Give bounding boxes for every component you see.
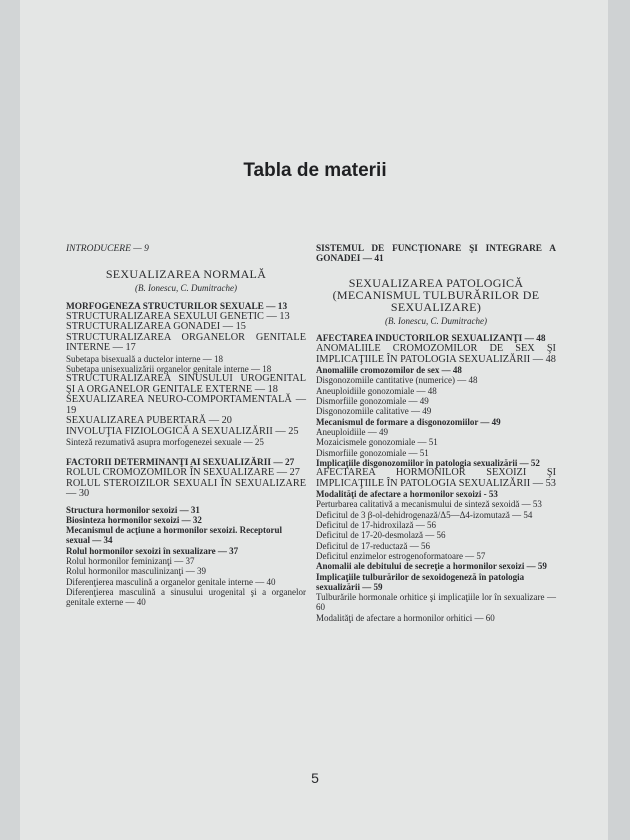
toc-entry: Diferenţierea masculină a sinusului urogenital şi a organelor genitale externe — 40 [66, 586, 306, 608]
toc-entry: STRUCTURALIZAREA SINUSULUI UROGENITAL ŞI A ORGANELOR GENITALE EXTERNE — 18 [66, 373, 306, 395]
toc-entry: STRUCTURALIZAREA SEXULUI GENETIC — 13 [66, 310, 290, 322]
section-title: SEXUALIZAREA NORMALĂ [105, 267, 267, 282]
toc-entry: Diferenţierea masculină a organelor genitale interne — 40 [66, 576, 276, 587]
toc-entry: ANOMALIILE CROMOZOMILOR DE SEX ŞI IMPLICAŢIILE ÎN PATOLOGIA SEXUALIZĂRII — 48 [316, 343, 556, 365]
top-entry: SISTEMUL DE FUNCŢIONARE ŞI INTEGRARE A GONADEI — 41 [316, 244, 556, 265]
toc-entry: Deficitul de 17-20-desmolază — 56 [316, 530, 446, 541]
toc-entry: Anomaliile cromozomilor de sex — 48 [316, 365, 462, 376]
toc-entry: Disgonozomiile calitative — 49 [316, 406, 432, 417]
toc-entry: Dismorfiile gonozomiale — 49 [316, 396, 429, 407]
toc-entry: Biosinteza hormonilor sexoizi — 32 [66, 514, 202, 525]
toc-entry: Rolul hormonilor masculinizanţi — 39 [66, 566, 206, 577]
toc-entry: Modalităţi de afectare a hormonilor orhitici — 60 [316, 612, 495, 623]
toc-entry: Modalităţi de afectare a hormonilor sexoizi - 53 [316, 489, 498, 500]
toc-entry: Anomalii ale debitului de secreţie a hormonilor sexoizi — 59 [316, 561, 547, 572]
toc-entry: AFECTAREA INDUCTORILOR SEXUALIZANŢI — 48 [316, 333, 546, 344]
section-authors: (B. Ionescu, C. Dumitrache) [135, 283, 237, 294]
right-column [316, 244, 556, 623]
toc-entry: Deficitul de 3 β-ol-dehidrogenază/Δ5—Δ4-izomutază — 54 [316, 509, 533, 520]
left-column [66, 244, 306, 608]
section-authors: (B. Ionescu, C. Dumitrache) [385, 315, 487, 326]
toc-entry: ROLUL CROMOZOMILOR ÎN SEXUALIZARE — 27 [66, 467, 300, 479]
toc-entry: FACTORII DETERMINANŢI AI SEXUALIZĂRII — 27 [66, 457, 295, 468]
toc-entry: Rolul hormonilor feminizanţi — 37 [66, 556, 195, 567]
toc-entry: Deficitul enzimelor estrogenoformatoare — 57 [316, 550, 486, 561]
toc-entry: INVOLUŢIA FIZIOLOGICĂ A SEXUALIZĂRII — 25 [66, 425, 299, 437]
left-entries [66, 302, 306, 608]
toc-entry: AFECTAREA HORMONILOR SEXOIZI ŞI IMPLICAŢIILE ÎN PATOLOGIA SEXUALIZĂRII — 53 [316, 467, 556, 489]
toc-entry: SEXUALIZAREA NEURO-COMPORTAMENTALĂ — 19 [66, 394, 306, 416]
toc-entry: Deficitul de 17-reductază — 56 [316, 540, 430, 551]
page-edge [608, 0, 630, 840]
toc-entry: Rolul hormonilor sexoizi în sexualizare — 37 [66, 545, 239, 556]
spacer [66, 448, 306, 458]
toc-entry: STRUCTURALIZAREA ORGANELOR GENITALE INTERNE — 17 [66, 331, 306, 354]
right-entries [316, 334, 556, 623]
page-title: Tabla de materii [243, 160, 387, 181]
toc-entry: Implicaţiile tulburărilor de sexoidogeneză în patologia sexualizării — 59 [316, 571, 525, 592]
intro-entry: INTRODUCERE — 9 [66, 244, 149, 254]
toc-entry: Structura hormonilor sexoizi — 31 [66, 504, 200, 515]
toc-entry: Dismorfiile gonozomiale — 51 [316, 447, 429, 458]
toc-entry: Disgonozomiile cantitative (numerice) — 48 [316, 375, 478, 386]
toc-entry: Deficitul de 17-hidroxilază — 56 [316, 520, 436, 531]
toc-entry: Mecanismul de acţiune a hormonilor sexoizi. Receptorul sexual — 34 [66, 525, 283, 546]
toc-entry: Tulburările hormonale orhitice şi implicaţiile lor în sexualizare — 60 [316, 592, 556, 613]
toc-entry: ROLUL STEROIZILOR SEXUALI ÎN SEXUALIZARE — 30 [66, 477, 306, 500]
toc-entry: Aneuploidiile gonozomiale — 48 [316, 385, 437, 396]
toc-entry: Subetapa bisexuală a ductelor interne — 18 [66, 353, 223, 364]
toc-entry: Mecanismul de formare a disgonozomiilor — 49 [316, 416, 501, 427]
toc-entry: MORFOGENEZA STRUCTURILOR SEXUALE — 13 [66, 301, 288, 312]
page-number: 5 [311, 770, 319, 786]
toc-entry: Perturbarea calitativă a mecanismului de sinteză sexoidă — 53 [316, 499, 542, 510]
toc-entry: Implicaţiile disgonozomiilor în patologia sexualizării — 52 [316, 457, 540, 468]
toc-entry: Subetapa unisexualizării organelor genitale interne — 18 [66, 364, 272, 375]
section-title: SEXUALIZAREA PATOLOGICĂ (MECANISMUL TULBURĂRILOR DE SEXUALIZARE) [332, 275, 540, 314]
toc-entry: Mozaicismele gonozomiale — 51 [316, 437, 438, 448]
toc-entry: SEXUALIZAREA PUBERTARĂ — 20 [66, 415, 232, 427]
toc-entry: Aneuploidiile — 49 [316, 426, 388, 437]
toc-entry: Sinteză rezumativă asupra morfogenezei sexuale — 25 [66, 437, 264, 448]
toc-entry: STRUCTURALIZAREA GONADEI — 15 [66, 321, 246, 333]
